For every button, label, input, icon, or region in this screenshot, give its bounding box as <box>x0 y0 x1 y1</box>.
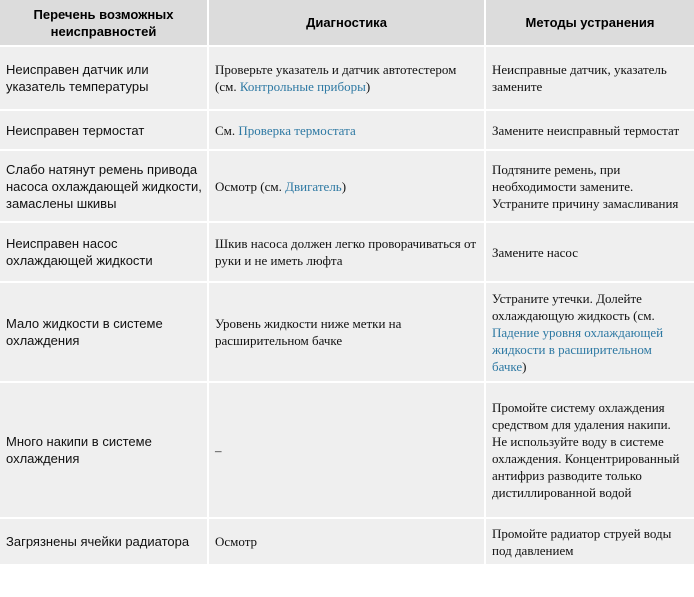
diagnostics-cell: Уровень жидкости ниже метки на расширительном бачке <box>208 282 485 382</box>
table-row <box>0 46 694 110</box>
table-row <box>0 150 694 222</box>
remedy-text: Устраните утечки. Долейте охлаждающую жидкость (см. <box>492 290 655 323</box>
fault-cell: Много накипи в системе охлаждения <box>0 382 208 518</box>
remedy-cell: Неисправные датчик, указатель замените <box>485 46 694 110</box>
header-row <box>0 0 694 46</box>
fault-cell: Мало жидкости в системе охлаждения <box>0 282 208 382</box>
diagnostics-text-end: ) <box>365 79 371 94</box>
remedy-cell <box>485 282 694 382</box>
link-engine[interactable]: Двигатель <box>285 178 342 194</box>
diagnostics-cell: Шкив насоса должен легко проворачиваться от руки и не иметь люфта <box>208 222 485 282</box>
header-remedies: Методы устранения <box>485 0 694 46</box>
table-row <box>0 222 694 282</box>
diagnostics-text: Осмотр (см. <box>215 178 286 194</box>
diagnostics-text-end: ) <box>341 178 347 194</box>
remedy-cell: Промойте систему охлаждения средством для удаления накипи. Не используйте воду в системе охлаждения. Концентрированный антифриз разводите только дистиллированной водой <box>485 382 694 518</box>
remedy-cell: Замените насос <box>485 222 694 282</box>
diagnostics-cell <box>208 110 485 150</box>
fault-cell: Неисправен датчик или указатель температуры <box>0 46 208 110</box>
fault-cell: Неисправен термостат <box>0 110 208 150</box>
diagnostics-cell <box>208 150 485 222</box>
header-faults: Перечень возможных неисправностей <box>0 0 208 46</box>
remedy-cell: Замените неисправный термостат <box>485 110 694 150</box>
table-row <box>0 518 694 565</box>
diagnostics-cell: – <box>208 382 485 518</box>
fault-cell: Слабо натянут ремень привода насоса охлаждающей жидкости, замаслены шкивы <box>0 150 208 222</box>
link-coolant-level-drop[interactable]: Падение уровня охлаждающей жидкости в расширительном бачке <box>492 324 664 374</box>
header-diagnostics: Диагностика <box>208 0 485 46</box>
diagnostics-cell <box>208 46 485 110</box>
diagnostics-text: Проверьте указатель и датчик автотестером (см. <box>215 62 457 94</box>
remedy-text-end: ) <box>522 358 527 374</box>
fault-cell: Неисправен насос охлаждающей жидкости <box>0 222 208 282</box>
table-row <box>0 382 694 518</box>
fault-cell: Загрязнены ячейки радиатора <box>0 518 208 565</box>
diagnostics-cell: Осмотр <box>208 518 485 565</box>
remedy-cell: Подтяните ремень, при необходимости замените. Устраните причину замасливания <box>485 150 694 222</box>
table-row <box>0 282 694 382</box>
diagnostics-text: См. <box>215 122 239 138</box>
link-instruments[interactable]: Контрольные приборы <box>239 79 366 94</box>
link-thermostat-check[interactable]: Проверка термостата <box>238 122 356 138</box>
remedy-cell: Промойте радиатор струей воды под давлением <box>485 518 694 565</box>
table-row <box>0 110 694 150</box>
